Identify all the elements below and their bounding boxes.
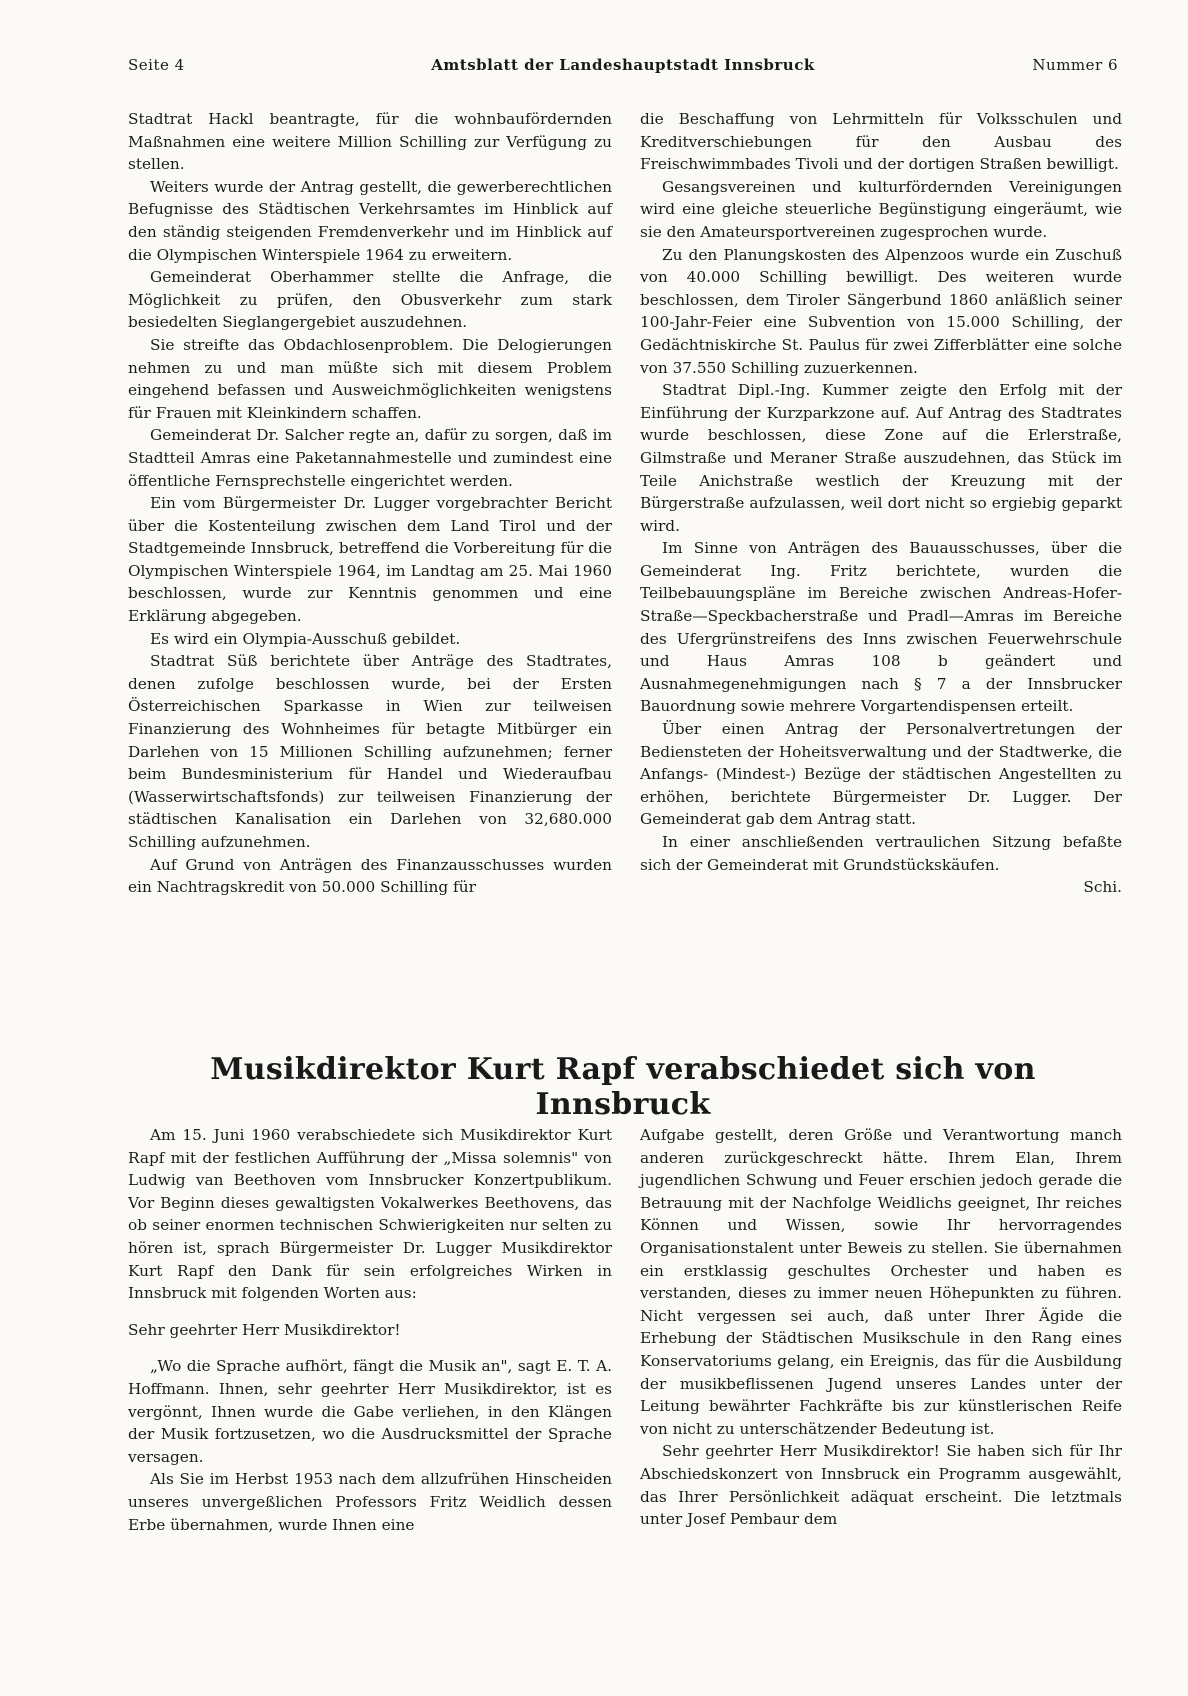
issue-number: Nummer 6 <box>1032 56 1118 74</box>
paragraph: Sehr geehrter Herr Musikdirektor! Sie haben sich für Ihr Abschiedskonzert von Innsbruck ein Programm ausgewählt, das Ihrer Persönlichkeit adäquat erscheint. Die letztmals unter Josef Pembaur dem <box>640 1442 1122 1529</box>
paragraph: Als Sie im Herbst 1953 nach dem allzufrühen Hinscheiden unseres unvergeßlichen Professors Fritz Weidlich dessen Erbe übernahmen, wurde Ihnen eine <box>128 1470 612 1534</box>
page-header <box>128 56 1118 80</box>
paragraph: Auf Grund von Anträgen des Finanzausschusses wurden ein Nachtragskredit von 50.000 Schilling für <box>128 855 612 897</box>
paragraph: Am 15. Juni 1960 verabschiedete sich Musikdirektor Kurt Rapf mit der festlichen Aufführung der „Missa solemnis" von Ludwig van Beethoven vom Innsbrucker Konzertpublikum. Vor Beginn dieses gewaltigsten Vokalwerkes Beethovens, das ob seiner enormen technischen Schwierigkeiten nur selten zu hören ist, sprach Bürgermeister Dr. Lugger Musikdirektor Kurt Rapf den Dank für sein erfolgreiches Wirken in Innsbruck mit folgenden Worten aus: <box>128 1126 612 1303</box>
paragraph: Zu den Planungskosten des Alpenzoos wurde ein Zuschuß von 40.000 Schilling bewilligt. Des weiteren wurde beschlossen, dem Tiroler Sängerbund 1860 anläßlich seiner 100-Jahr-Feier eine Subvention von 15.000 Schilling, der Gedächtniskirche St. Paulus für zwei Zifferblätter eine solche von 37.550 Schilling zuzuerkennen. <box>640 245 1122 377</box>
paragraph: Weiters wurde der Antrag gestellt, die gewerberechtlichen Befugnisse des Städtischen Verkehrsamtes im Hinblick auf den ständig steigenden Fremdenverkehr und im Hinblick auf die Olympischen Winterspiele 1964 zu erweitern. <box>128 177 612 264</box>
paragraph: Gemeinderat Dr. Salcher regte an, dafür zu sorgen, daß im Stadtteil Amras eine Paketannahmestelle und zumindest eine öffentliche Fernsprechstelle eingerichtet werden. <box>128 426 612 490</box>
paragraph: Gemeinderat Oberhammer stellte die Anfrage, die Möglichkeit zu prüfen, den Obusverkehr zum stark besiedelten Sieglangergebiet auszudehnen. <box>128 268 612 332</box>
bottom-left-column <box>128 1124 612 1664</box>
page-number: Seite 4 <box>128 56 185 74</box>
paragraph: Ein vom Bürgermeister Dr. Lugger vorgebrachter Bericht über die Kostenteilung zwischen dem Land Tirol und der Stadtgemeinde Innsbruck, betreffend die Vorbereitung für die Olympischen Winterspiele 1964, im Landtag am 25. Mai 1960 beschlossen, wurde zur Kenntnis genommen und eine Erklärung abgegeben. <box>128 494 612 626</box>
author-signature: Schi. <box>1083 878 1122 897</box>
paragraph: Gesangsvereinen und kulturfördernden Vereinigungen wird eine gleiche steuerliche Begünstigung eingeräumt, wie sie den Amateursportvereinen zugesprochen wurde. <box>640 177 1122 241</box>
paragraph: Es wird ein Olympia-Ausschuß gebildet. <box>150 629 461 648</box>
paragraph: die Beschaffung von Lehrmitteln für Volksschulen und Kreditverschiebungen für den Ausbau des Freischwimmbades Tivoli und der dortigen Straßen bewilligt. <box>640 110 1122 174</box>
paragraph: Über einen Antrag der Personalvertretungen der Bediensteten der Hoheitsverwaltung und der Stadtwerke, die Anfangs- (Mindest-) Bezüge der städtischen Angestellten zu erhöhen, berichtete Bürgermeister Dr. Lugger. Der Gemeinderat gab dem Antrag statt. <box>640 720 1122 829</box>
paragraph: Aufgabe gestellt, deren Größe und Verantwortung manch anderen zurückgeschreckt hätte. Ihrem Elan, Ihrem jugendlichen Schwung und Feuer erschien jedoch gerade die Betrauung mit der Nachfolge Weidlichs geeignet, Ihr reiches Können und Wissen, sowie Ihr hervorragendes Organisationstalent unter Beweis zu stellen. Sie übernahmen ein erstklassig geschultes Orchester und haben es verstanden, dieses zu immer neuen Höhepunkten zu führen. Nicht vergessen sei auch, daß unter Ihrer Ägide die Erhebung der Städtischen Musikschule in den Rang eines Konservatoriums gelang, ein Ereignis, das für die Ausbildung der musikbeflissenen Jugend unseres Landes unter der Leitung bewährter Fachkräfte bis zur künstlerischen Reife von nicht zu unterschätzender Bedeutung ist. <box>640 1126 1122 1438</box>
paragraph: Im Sinne von Anträgen des Bauausschusses, über die Gemeinderat Ing. Fritz berichtete, wurden die Teilbebauungspläne im Bereiche zwischen Andreas-Hofer-Straße—Speckbacherstraße und Pradl—Amras im Bereiche des Ufergrünstreifens des Inns zwischen Feuerwehrschule und Haus Amras 108 b geändert und Ausnahmegenehmigungen nach § 7 a der Innsbrucker Bauordnung sowie mehrere Vorgartendispensen erteilt. <box>640 539 1122 716</box>
paragraph: Stadtrat Dipl.-Ing. Kummer zeigte den Erfolg mit der Einführung der Kurzparkzone auf. Auf Antrag des Stadtrates wurde beschlossen, diese Zone auf die Erlerstraße, Gilmstraße und Meraner Straße auszudehnen, das Stück im Teile Anichstraße westlich der Kreuzung mit der Bürgerstraße aufzulassen, weil dort nicht so ergiebig geparkt wird. <box>640 381 1122 535</box>
publication-title: Amtsblatt der Landeshauptstadt Innsbruck <box>431 56 815 74</box>
bottom-right-column <box>640 1124 1122 1664</box>
top-right-column <box>640 108 1122 1008</box>
paragraph: Stadtrat Süß berichtete über Anträge des Stadtrates, denen zufolge beschlossen wurde, bei der Ersten Österreichischen Sparkasse in Wien zur teilweisen Finanzierung des Wohnheimes für betagte Mitbürger ein Darlehen von 15 Millionen Schilling aufzunehmen; ferner beim Bundesministerium für Handel und Wiederaufbau (Wasserwirtschaftsfonds) zur teilweisen Finanzierung der städtischen Kanalisation ein Darlehen von 32,680.000 Schilling aufzunehmen. <box>128 652 612 851</box>
salutation: Sehr geehrter Herr Musikdirektor! <box>128 1320 401 1339</box>
paragraph: Sie streifte das Obdachlosenproblem. Die Delogierungen nehmen zu und man müßte sich mit diesem Problem eingehend befassen und Ausweichmöglichkeiten wenigstens für Frauen mit Kleinkindern schaffen. <box>128 335 612 422</box>
paragraph: „Wo die Sprache aufhört, fängt die Musik an", sagt E. T. A. Hoffmann. Ihnen, sehr geehrter Herr Musikdirektor, ist es vergönnt, Ihnen wurde die Gabe verliehen, in den Klängen der Musik fortzusetzen, wo die Ausdrucksmittel der Sprache versagen. <box>128 1357 612 1466</box>
article-headline: Musikdirektor Kurt Rapf verabschiedet sich von Innsbruck <box>210 1052 1036 1122</box>
paragraph: In einer anschließenden vertraulichen Sitzung befaßte sich der Gemeinderat mit Grundstückskäufen. <box>640 833 1122 874</box>
top-left-column <box>128 108 612 1008</box>
paragraph: Stadtrat Hackl beantragte, für die wohnbaufördernden Maßnahmen eine weitere Million Schilling zur Verfügung zu stellen. <box>128 110 612 174</box>
